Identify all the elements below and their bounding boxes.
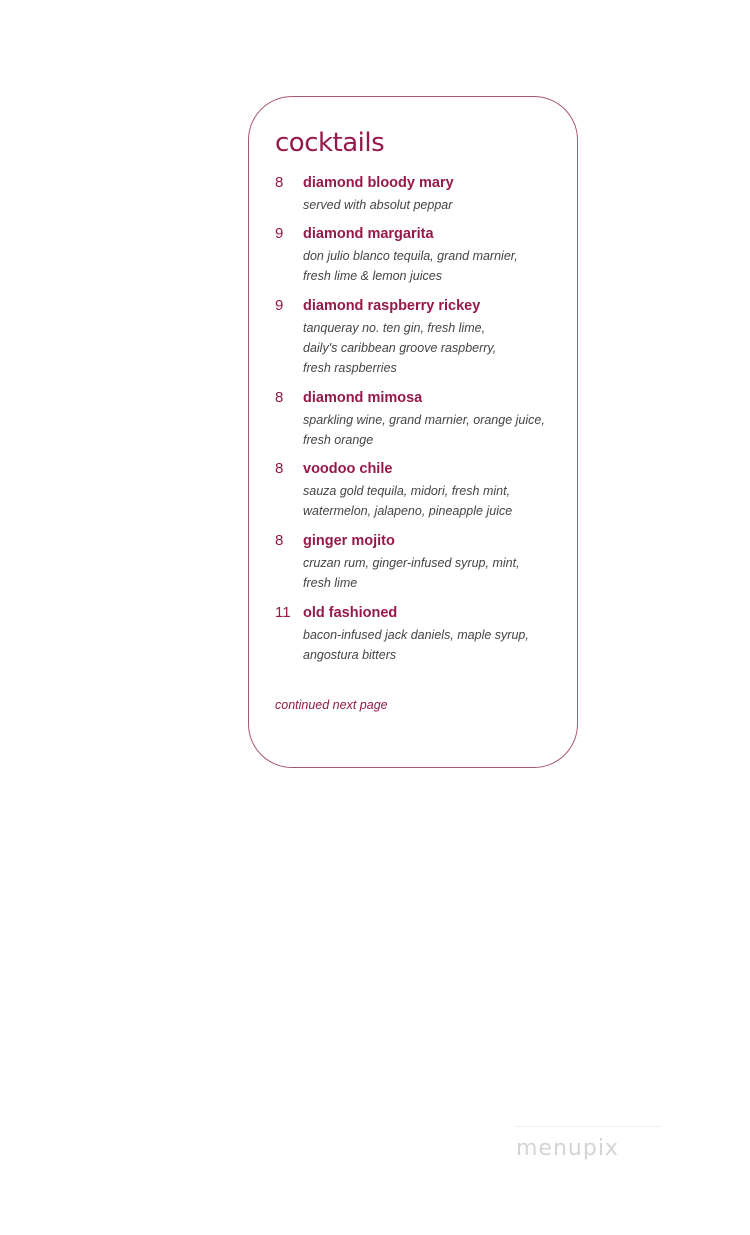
item-price: 8 <box>275 174 284 191</box>
watermark-divider <box>514 1126 662 1127</box>
item-description-line: sauza gold tequila, midori, fresh mint, <box>303 484 511 498</box>
item-name: diamond raspberry rickey <box>303 298 481 314</box>
item-description-line: bacon-infused jack daniels, maple syrup, <box>303 628 529 642</box>
item-description-line: don julio blanco tequila, grand marnier, <box>303 249 518 263</box>
item-description-line: fresh orange <box>303 433 374 447</box>
item-price: 8 <box>275 389 284 406</box>
item-name: diamond bloody mary <box>303 175 454 191</box>
item-description-line: served with absolut peppar <box>303 198 453 212</box>
item-name: diamond mimosa <box>303 390 423 406</box>
item-description <box>303 481 563 521</box>
menupix-watermark: menupix <box>516 1136 619 1161</box>
section-title: cocktails <box>275 128 385 158</box>
item-name: ginger mojito <box>303 533 395 549</box>
item-description-line: fresh lime & lemon juices <box>303 269 442 283</box>
item-description-line: watermelon, jalapeno, pineapple juice <box>303 504 513 518</box>
item-description-line: cruzan rum, ginger-infused syrup, mint, <box>303 556 520 570</box>
item-description-line: fresh lime <box>303 576 358 590</box>
item-description <box>303 625 563 665</box>
item-price: 8 <box>275 532 284 549</box>
item-price: 11 <box>275 604 291 621</box>
item-name: voodoo chile <box>303 461 393 477</box>
item-name: diamond margarita <box>303 226 434 242</box>
item-description <box>303 246 563 286</box>
item-description <box>303 195 563 215</box>
item-description-line: tanqueray no. ten gin, fresh lime, <box>303 321 486 335</box>
item-description <box>303 318 563 378</box>
item-description-line: daily's caribbean groove raspberry, <box>303 341 497 355</box>
item-description-line: fresh raspberries <box>303 361 397 375</box>
continued-note: continued next page <box>275 698 388 712</box>
item-description <box>303 410 563 450</box>
item-price: 9 <box>275 297 284 314</box>
item-description-line: sparkling wine, grand marnier, orange juice, <box>303 413 545 427</box>
item-price: 9 <box>275 225 284 242</box>
item-price: 8 <box>275 460 284 477</box>
item-name: old fashioned <box>303 605 398 621</box>
menu-card <box>248 96 578 768</box>
item-description-line: angostura bitters <box>303 648 397 662</box>
item-description <box>303 553 563 593</box>
